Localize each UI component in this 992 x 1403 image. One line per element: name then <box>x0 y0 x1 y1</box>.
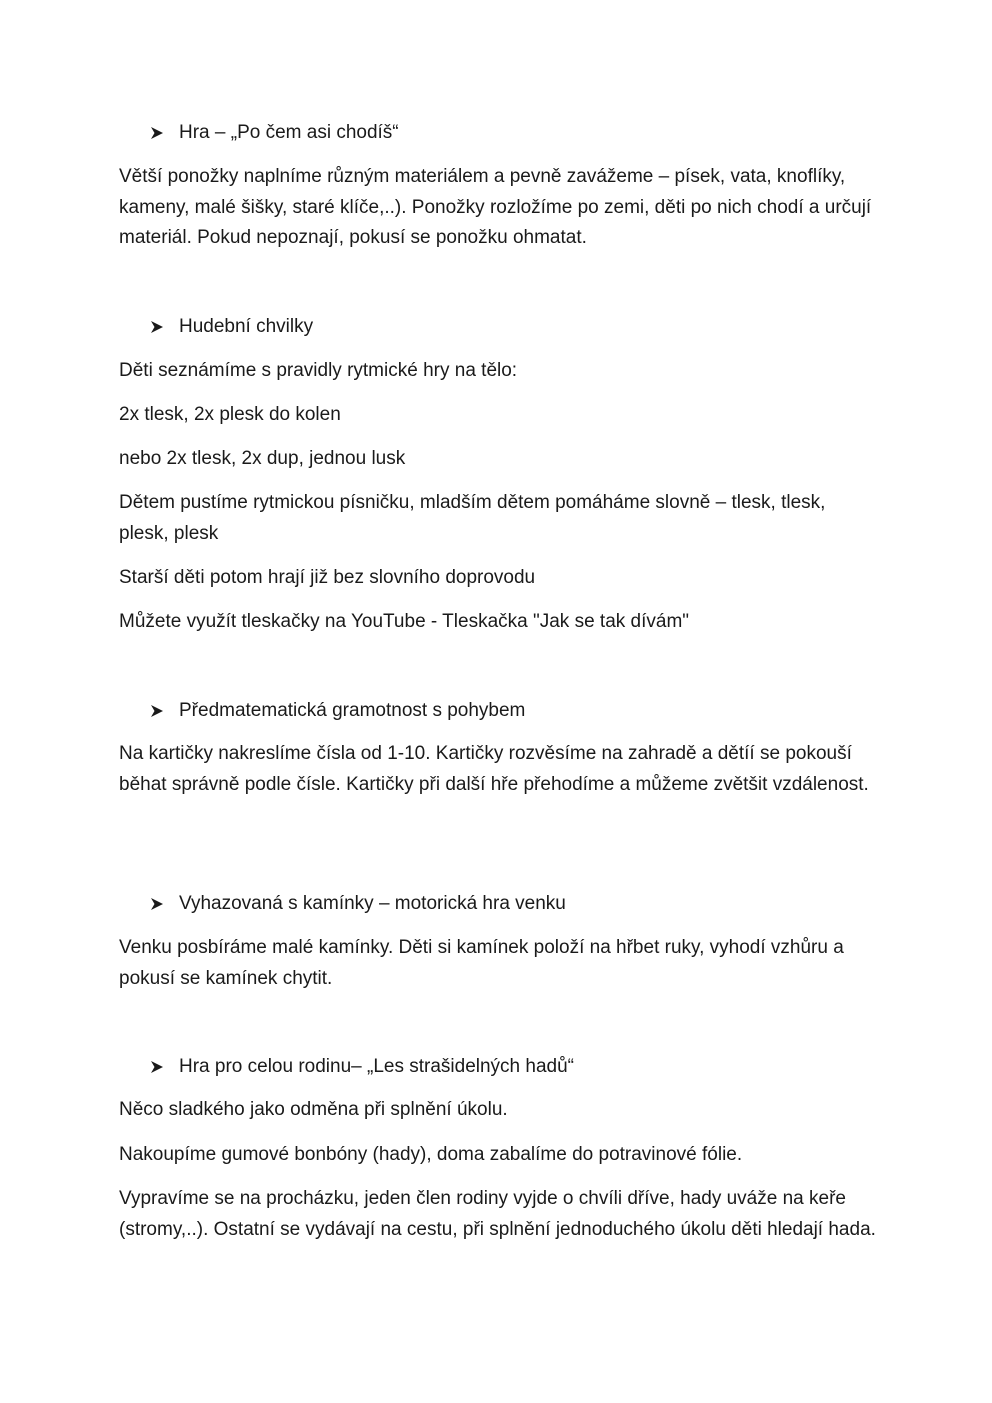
paragraph: Venku posbíráme malé kamínky. Děti si kamínek položí na hřbet ruky, vyhodí vzhůru a pokusí se kamínek chytit. <box>119 937 844 989</box>
section-heading-text: Vyhazovaná s kamínky – motorická hra venku <box>179 893 566 914</box>
arrowhead-bullet-icon <box>150 897 164 911</box>
arrowhead-bullet-icon <box>150 704 164 718</box>
section-heading-text: Předmatematická gramotnost s pohybem <box>179 700 526 721</box>
section-heading-text: Hra pro celou rodinu– „Les strašidelných hadů“ <box>179 1056 574 1077</box>
section-heading <box>150 892 566 916</box>
paragraph: Něco sladkého jako odměna při splnění úkolu. <box>119 1099 508 1120</box>
section-heading <box>150 315 313 339</box>
paragraph: Na kartičky nakreslíme čísla od 1-10. Kartičky rozvěsíme na zahradě a dětíí se pokouší běhat správně podle čísle. Kartičky při další hře přehodíme a můžeme zvětšit vzdálenost. <box>119 743 869 795</box>
section-heading-text: Hudební chvilky <box>179 316 314 337</box>
section-heading <box>150 121 399 145</box>
paragraph: Děti seznámíme s pravidly rytmické hry na tělo: <box>119 360 518 381</box>
paragraph: Vypravíme se na procházku, jeden člen rodiny vyjde o chvíli dříve, hady uváže na keře (stromy,..). Ostatní se vydávají na cestu, při splnění jednoduchého úkolu děti hledají hada. <box>119 1188 876 1240</box>
arrowhead-bullet-icon <box>150 320 164 334</box>
arrowhead-bullet-icon <box>150 126 164 140</box>
paragraph: nebo 2x tlesk, 2x dup, jednou lusk <box>119 448 406 469</box>
paragraph: 2x tlesk, 2x plesk do kolen <box>119 404 341 425</box>
section-heading <box>150 699 525 723</box>
paragraph: Můžete využít tleskačky na YouTube - Tleskačka "Jak se tak dívám" <box>119 611 690 632</box>
arrowhead-bullet-icon <box>150 1060 164 1074</box>
paragraph: Nakoupíme gumové bonbóny (hady), doma zabalíme do potravinové fólie. <box>119 1144 743 1165</box>
section-heading-text: Hra – „Po čem asi chodíš“ <box>179 122 399 143</box>
section-heading <box>150 1055 574 1079</box>
paragraph: Starší děti potom hrají již bez slovního doprovodu <box>119 567 536 588</box>
paragraph: Větší ponožky naplníme různým materiálem a pevně zavážeme – písek, vata, knoflíky, kameny, malé šišky, staré klíče,..). Ponožky rozložíme po zemi, děti po nich chodí a určují materiál. Pokud nepoznají, pokusí se ponožku ohmatat. <box>119 166 872 248</box>
paragraph: Dětem pustíme rytmickou písničku, mladším dětem pomáháme slovně – tlesk, tlesk, plesk, plesk <box>119 492 826 544</box>
